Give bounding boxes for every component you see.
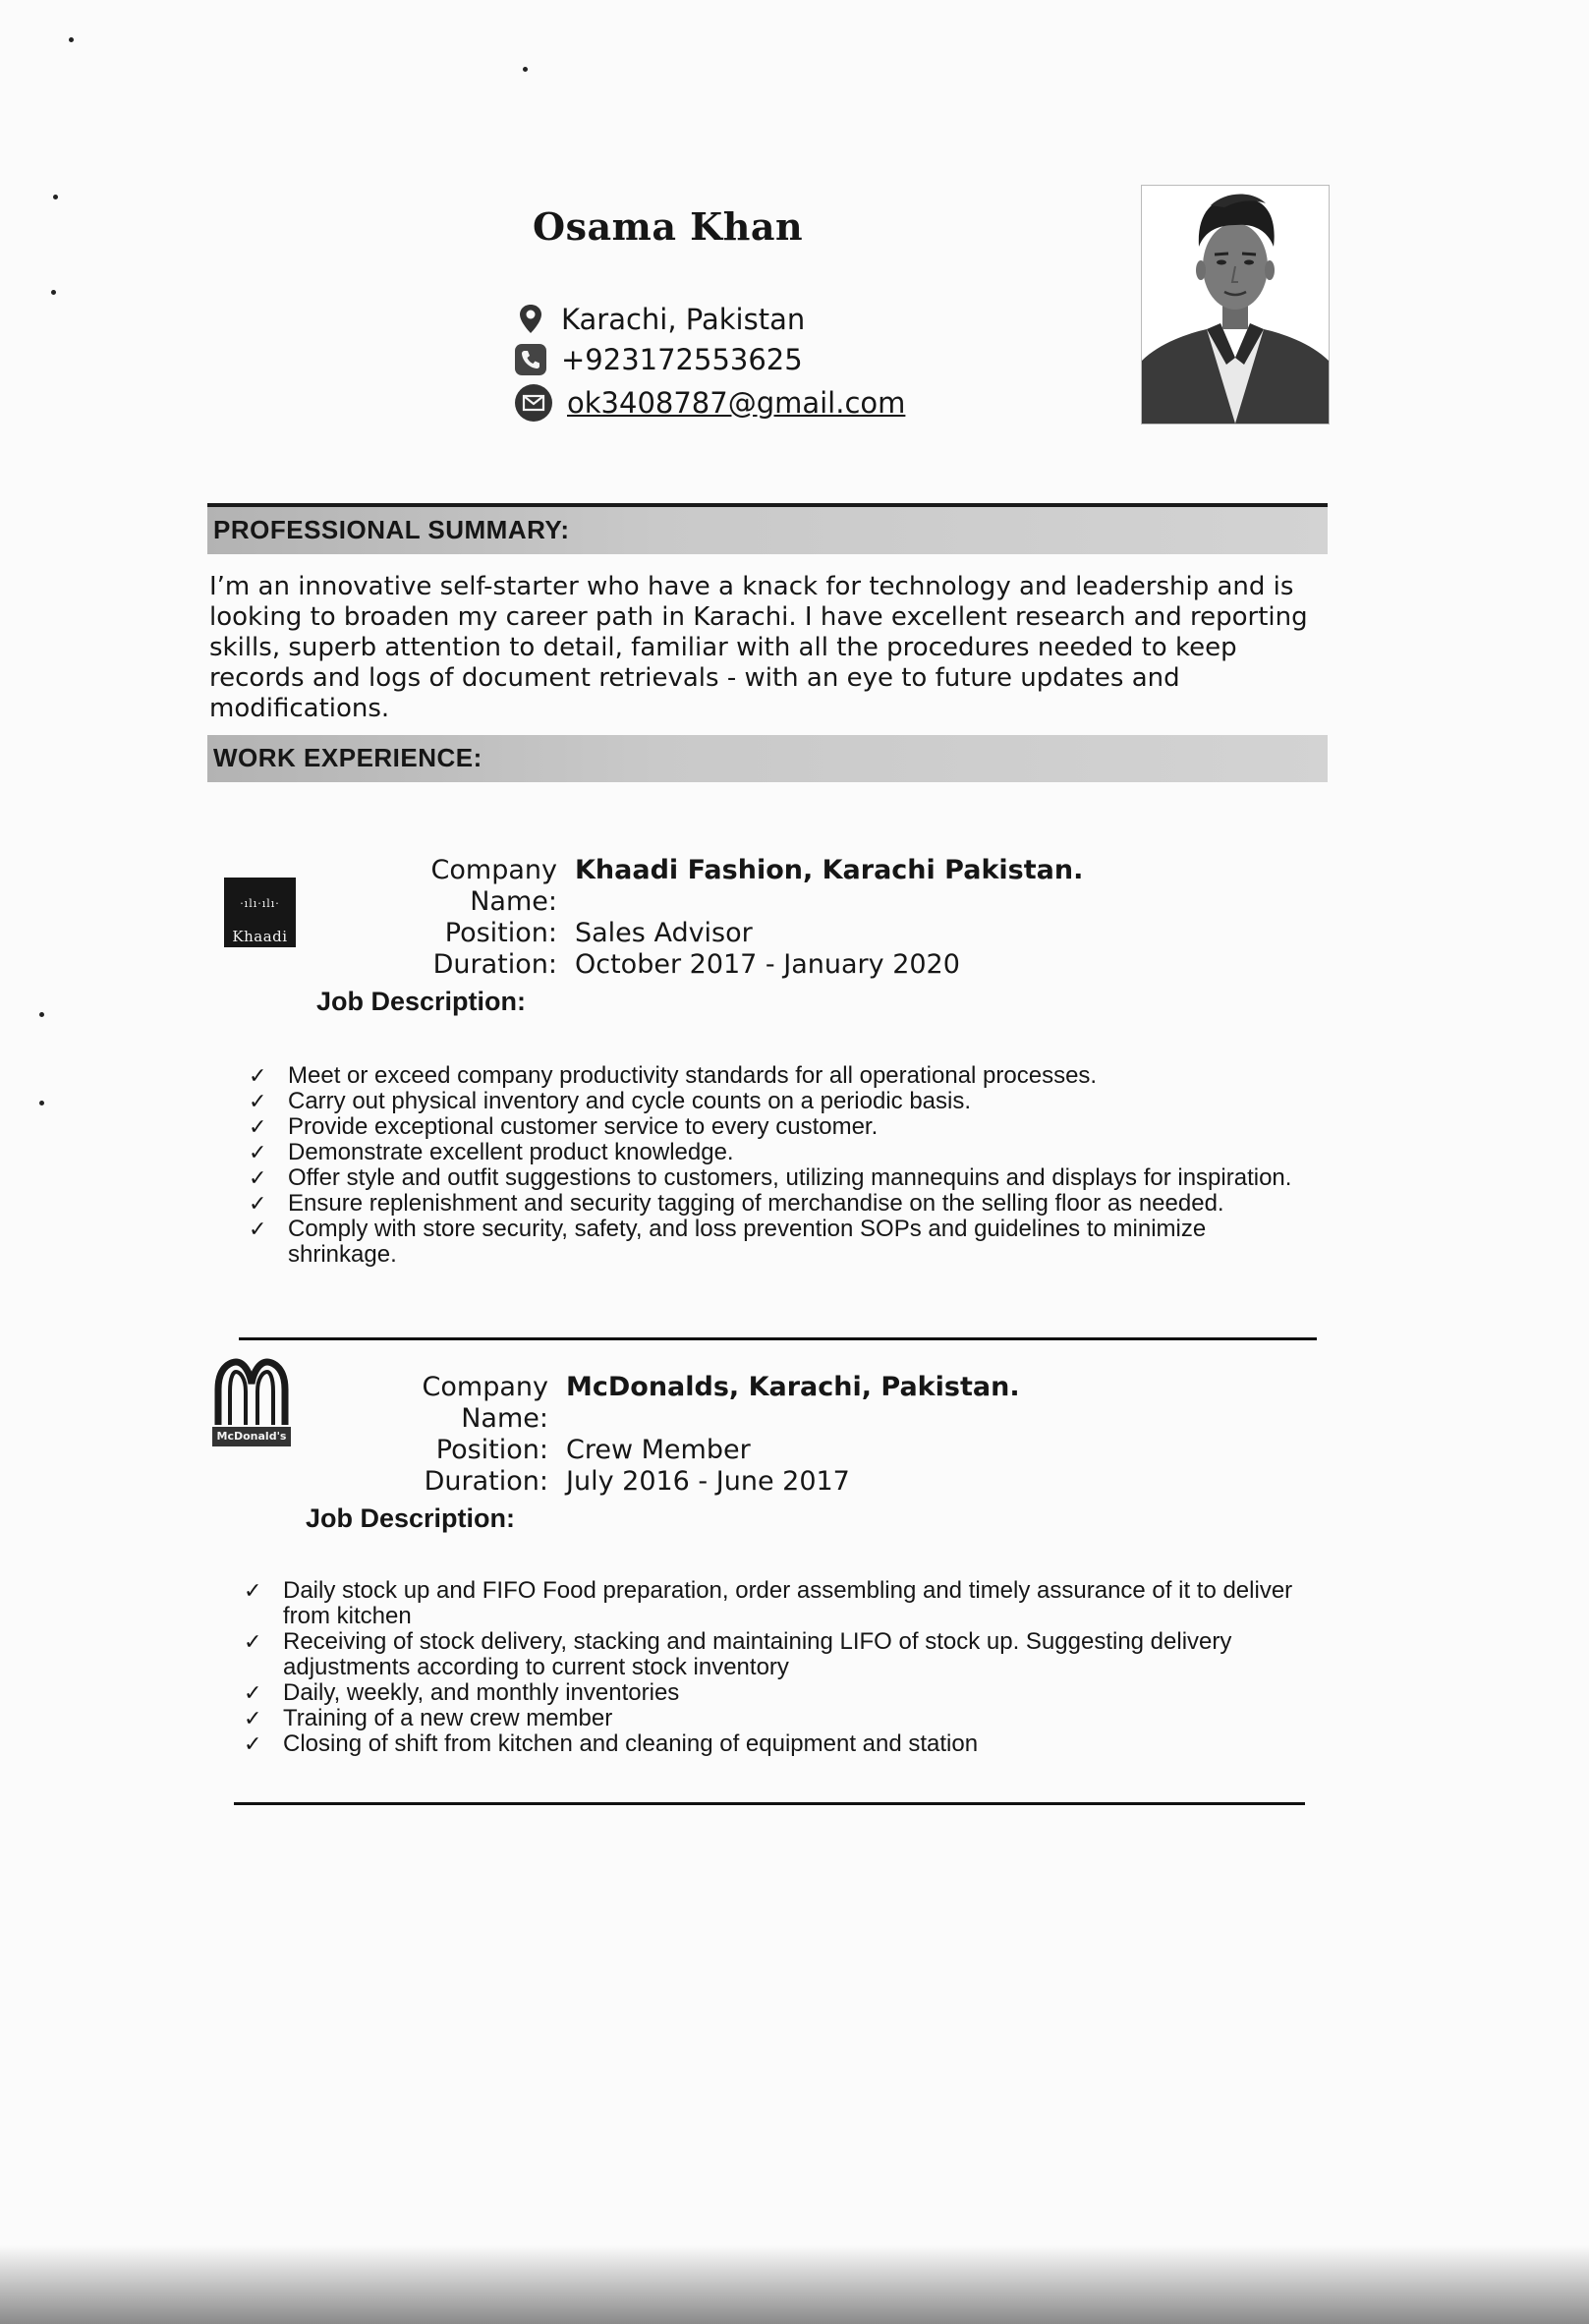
khaadi-logo-mark: ·ılı·ılı· bbox=[240, 897, 280, 910]
list-item bbox=[249, 1114, 1320, 1140]
job-2-company-row bbox=[327, 1372, 1020, 1435]
khaadi-logo-text: Khaadi bbox=[232, 928, 288, 945]
work-heading: WORK EXPERIENCE: bbox=[213, 743, 482, 772]
company-label: Company Name: bbox=[430, 855, 557, 917]
list-item bbox=[249, 1191, 1320, 1217]
candidate-name: Osama Khan bbox=[533, 204, 804, 249]
contact-phone bbox=[514, 343, 803, 376]
bullet-text: Carry out physical inventory and cycle counts on a periodic basis. bbox=[288, 1088, 972, 1114]
list-item bbox=[244, 1629, 1315, 1680]
job-2-bullet-list bbox=[244, 1578, 1315, 1757]
contact-location bbox=[514, 303, 805, 336]
scan-speck bbox=[69, 37, 74, 42]
job-2-details bbox=[327, 1372, 1020, 1498]
list-item bbox=[249, 1140, 1320, 1165]
location-pin-icon bbox=[514, 303, 547, 336]
job-1-details bbox=[336, 855, 1083, 981]
scan-speck bbox=[51, 290, 56, 295]
envelope-icon bbox=[514, 383, 553, 423]
job-2-position-row bbox=[327, 1435, 1020, 1466]
summary-heading: PROFESSIONAL SUMMARY: bbox=[213, 515, 570, 544]
bullet-text: Comply with store security, safety, and loss prevention SOPs and guidelines to minimize shrinkage. bbox=[288, 1216, 1207, 1268]
phone-text: +923172553625 bbox=[561, 343, 803, 376]
scan-bottom-shadow bbox=[0, 2245, 1589, 2324]
check-icon: ✓ bbox=[244, 1706, 262, 1730]
scan-speck bbox=[39, 1012, 44, 1017]
section-header-summary bbox=[207, 503, 1328, 554]
bullet-text: Receiving of stock delivery, stacking and maintaining LIFO of stock up. Suggesting delivery adjustments according to current stock inventory bbox=[283, 1628, 1232, 1680]
check-icon: ✓ bbox=[249, 1191, 267, 1216]
contact-email bbox=[514, 383, 905, 423]
bullet-text: Training of a new crew member bbox=[283, 1705, 613, 1731]
job-1-description-title: Job Description: bbox=[316, 987, 527, 1016]
check-icon: ✓ bbox=[244, 1629, 262, 1654]
check-icon: ✓ bbox=[249, 1165, 267, 1190]
job-1-duration: October 2017 - January 2020 bbox=[575, 949, 960, 980]
khaadi-logo bbox=[224, 878, 296, 947]
scan-speck bbox=[523, 67, 528, 72]
email-link[interactable]: ok3408787@gmail.com bbox=[567, 386, 906, 420]
phone-icon bbox=[514, 343, 547, 376]
job-2-divider bbox=[234, 1802, 1305, 1805]
check-icon: ✓ bbox=[244, 1680, 262, 1705]
bullet-text: Closing of shift from kitchen and cleaning of equipment and station bbox=[283, 1730, 979, 1757]
job-2-position: Crew Member bbox=[566, 1435, 751, 1465]
location-text: Karachi, Pakistan bbox=[561, 303, 806, 336]
mcdonalds-logo-text: McDonald's bbox=[212, 1427, 291, 1446]
company-label: Company Name: bbox=[422, 1372, 548, 1434]
section-header-work bbox=[207, 735, 1328, 782]
job-1-duration-row bbox=[336, 949, 1083, 981]
job-1-company: Khaadi Fashion, Karachi Pakistan. bbox=[575, 855, 1084, 885]
bullet-text: Meet or exceed company productivity standards for all operational processes. bbox=[288, 1062, 1098, 1089]
list-item bbox=[244, 1680, 1315, 1706]
job-2-company: McDonalds, Karachi, Pakistan. bbox=[566, 1372, 1020, 1402]
mcdonalds-logo bbox=[214, 1356, 289, 1450]
bullet-text: Offer style and outfit suggestions to customers, utilizing mannequins and displays for inspiration. bbox=[288, 1164, 1292, 1191]
duration-label: Duration: bbox=[424, 1466, 548, 1497]
bullet-text: Daily stock up and FIFO Food preparation, order assembling and timely assurance of it to deliver from kitchen bbox=[283, 1577, 1293, 1629]
summary-paragraph: I’m an innovative self-starter who have a knack for technology and leadership and is looking to broaden my career path in Karachi. I have excellent research and reporting skills, superb attention to detail, familiar with all the procedures needed to keep records and logs of document retrievals - with an eye to future updates and modifications. bbox=[209, 572, 1308, 723]
list-item bbox=[244, 1578, 1315, 1629]
list-item bbox=[249, 1063, 1320, 1089]
list-item bbox=[244, 1731, 1315, 1757]
job-1-position-row bbox=[336, 918, 1083, 949]
job-2-duration: July 2016 - June 2017 bbox=[566, 1466, 850, 1497]
scan-speck bbox=[53, 195, 58, 199]
check-icon: ✓ bbox=[244, 1578, 262, 1603]
position-label: Position: bbox=[444, 918, 557, 948]
profile-photo bbox=[1141, 185, 1330, 425]
check-icon: ✓ bbox=[249, 1114, 267, 1139]
job-1-bullet-list bbox=[249, 1063, 1320, 1268]
job-1-company-row bbox=[336, 855, 1083, 918]
list-item bbox=[249, 1089, 1320, 1114]
bullet-text: Demonstrate excellent product knowledge. bbox=[288, 1139, 734, 1165]
check-icon: ✓ bbox=[249, 1140, 267, 1164]
job-2-description-title: Job Description: bbox=[306, 1503, 516, 1533]
position-label: Position: bbox=[435, 1435, 548, 1465]
bullet-text: Ensure replenishment and security tagging of merchandise on the selling floor as needed. bbox=[288, 1190, 1224, 1217]
check-icon: ✓ bbox=[249, 1089, 267, 1113]
scan-speck bbox=[39, 1101, 44, 1105]
duration-label: Duration: bbox=[432, 949, 557, 980]
job-1-divider bbox=[239, 1337, 1317, 1340]
job-1-position: Sales Advisor bbox=[575, 918, 753, 948]
bullet-text: Provide exceptional customer service to every customer. bbox=[288, 1113, 879, 1140]
list-item bbox=[244, 1706, 1315, 1731]
job-2-duration-row bbox=[327, 1466, 1020, 1498]
bullet-text: Daily, weekly, and monthly inventories bbox=[283, 1679, 680, 1706]
list-item bbox=[249, 1165, 1320, 1191]
list-item bbox=[249, 1217, 1320, 1268]
check-icon: ✓ bbox=[244, 1731, 262, 1756]
check-icon: ✓ bbox=[249, 1063, 267, 1088]
check-icon: ✓ bbox=[249, 1217, 267, 1241]
